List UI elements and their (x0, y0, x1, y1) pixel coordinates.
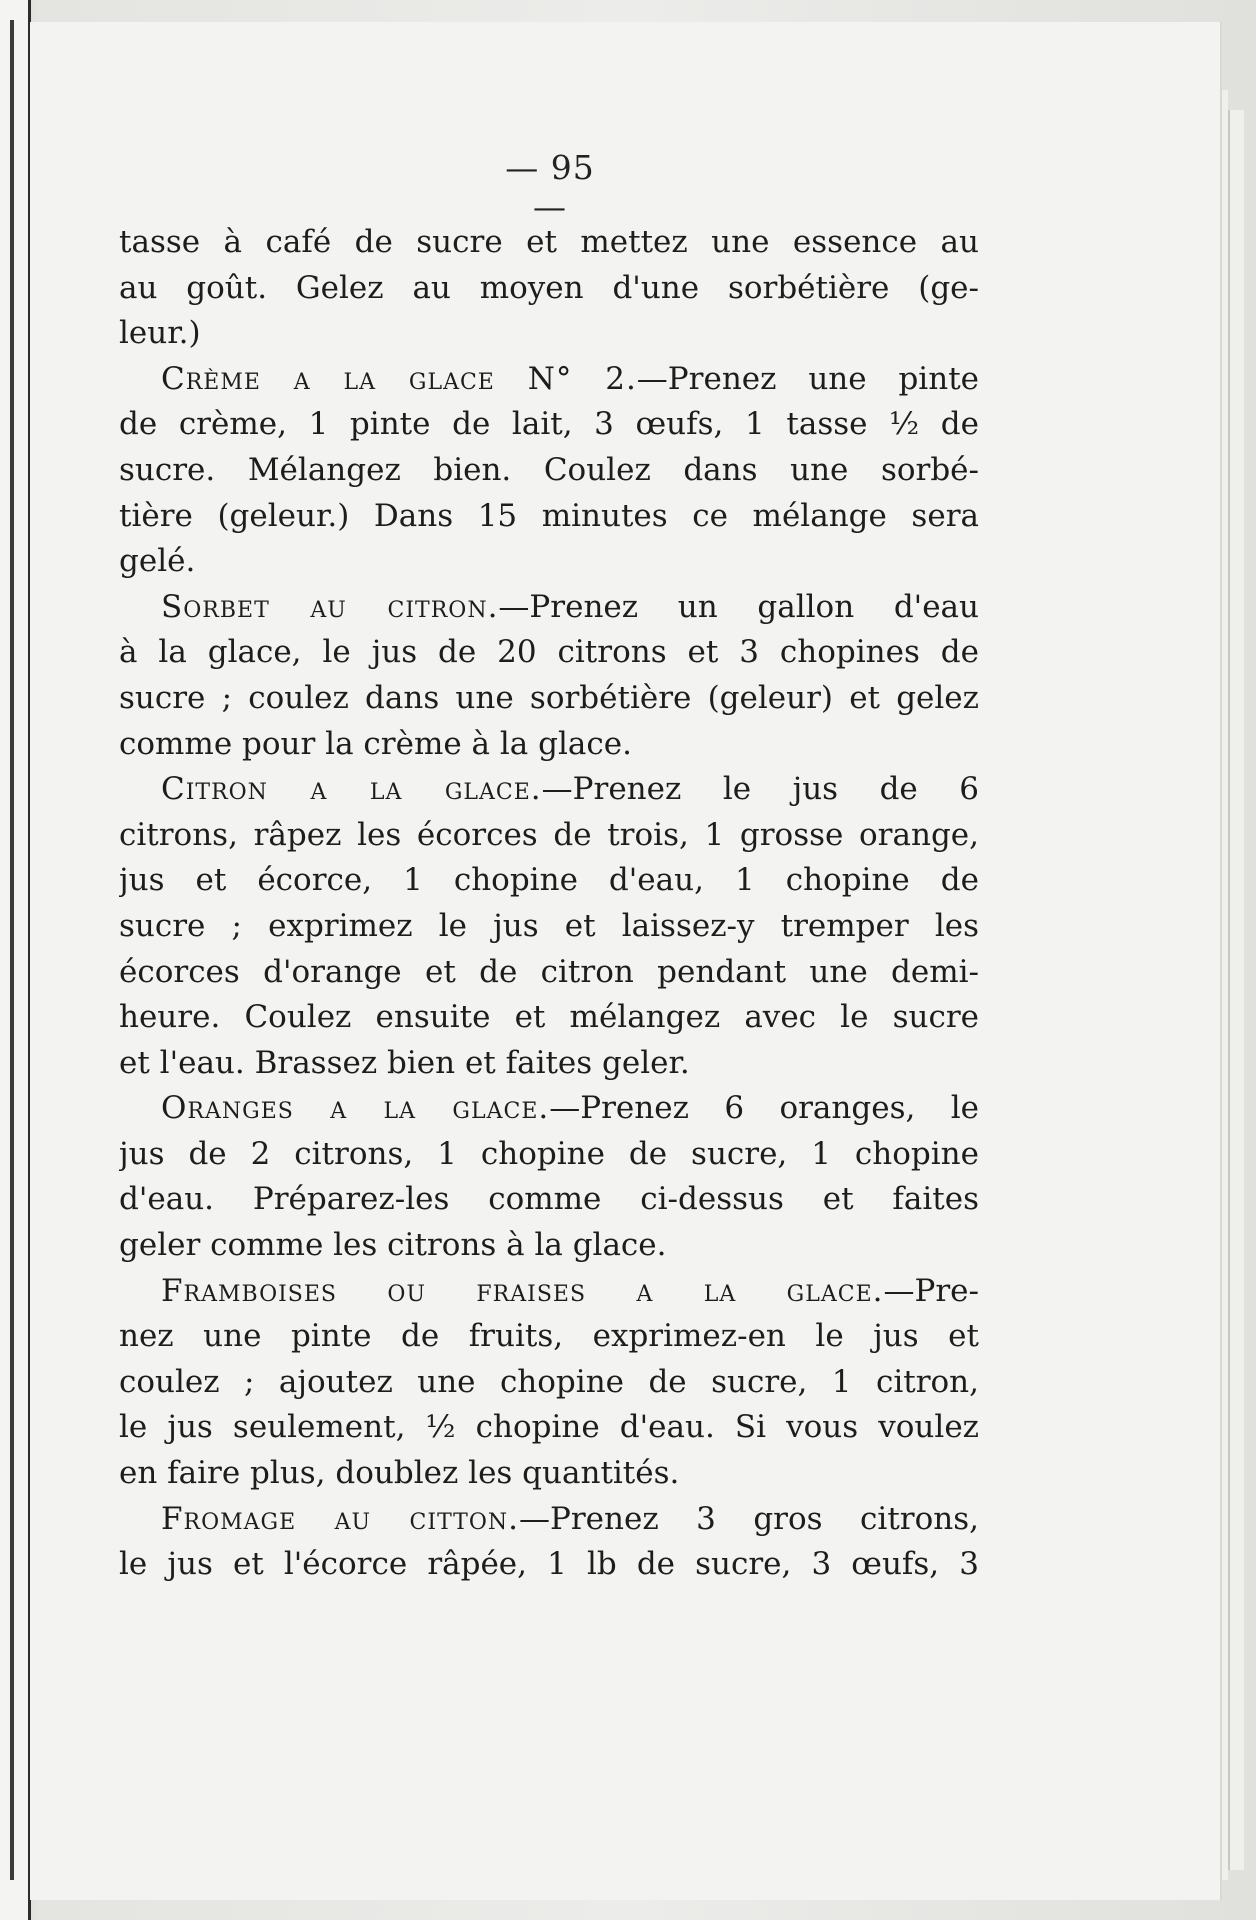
text-line (119, 767, 979, 813)
book-binding-edge (0, 0, 31, 1920)
line-text: jus et écorce, 1 chopine d'eau, 1 chopine de (119, 862, 979, 899)
line-text: en faire plus, doublez les quantités. (119, 1455, 680, 1492)
text-line (119, 1269, 979, 1315)
line-text: sucre ; exprimez le jus et laissez-y tremper les (119, 907, 979, 944)
line-text: —Prenez 6 oranges, le (549, 1090, 979, 1127)
text-line (119, 1360, 979, 1406)
recipe-title: Citron a la glace. (161, 771, 542, 808)
line-text: gelé. (119, 543, 196, 580)
line-text: d'eau. Préparez-les comme ci-dessus et faites (119, 1181, 979, 1218)
text-line (119, 1177, 979, 1223)
text-line (119, 402, 979, 448)
text-line (119, 1497, 979, 1543)
recipe-title: Oranges a la glace. (161, 1090, 550, 1127)
text-line (119, 448, 979, 494)
text-line (119, 858, 979, 904)
text-line (119, 266, 979, 312)
text-line (119, 585, 979, 631)
text-line (119, 1314, 979, 1360)
text-line (119, 1041, 979, 1087)
line-text: et l'eau. Brassez bien et faites geler. (119, 1044, 690, 1081)
page-body-text (119, 220, 979, 1588)
line-text: au goût. Gelez au moyen d'une sorbétière (ge- (119, 269, 979, 306)
line-text: le jus et l'écorce râpée, 1 lb de sucre, 3 œufs, 3 (119, 1546, 979, 1583)
line-text: sucre ; coulez dans une sorbétière (geleur) et gelez (119, 679, 979, 716)
text-line (119, 722, 979, 768)
text-line (119, 1405, 979, 1451)
line-text: —Prenez un gallon d'eau (498, 588, 979, 625)
text-line (119, 630, 979, 676)
text-line (119, 1451, 979, 1497)
line-text: tasse à café de sucre et mettez une essence au (119, 224, 979, 260)
line-text: leur.) (119, 315, 201, 352)
page-edge (1228, 110, 1244, 1870)
recipe-title: Crème a la glace N° 2. (161, 360, 637, 397)
line-text: le jus seulement, ½ chopine d'eau. Si vous voulez (119, 1409, 979, 1446)
text-line (119, 1223, 979, 1269)
line-text: geler comme les citrons à la glace. (119, 1227, 667, 1264)
text-line (119, 311, 979, 357)
text-line (119, 995, 979, 1041)
text-line (119, 904, 979, 950)
text-line (119, 357, 979, 403)
line-text: jus de 2 citrons, 1 chopine de sucre, 1 chopine (119, 1135, 979, 1172)
text-line (119, 494, 979, 540)
line-text: de crème, 1 pinte de lait, 3 œufs, 1 tasse ½ de (119, 406, 979, 443)
text-line (119, 539, 979, 585)
line-text: coulez ; ajoutez une chopine de sucre, 1 citron, (119, 1363, 979, 1400)
text-line (119, 220, 979, 266)
line-text: citrons, râpez les écorces de trois, 1 grosse orange, (119, 816, 979, 853)
line-text: —Pre- (883, 1272, 979, 1309)
text-line (119, 1132, 979, 1178)
recipe-title: Framboises ou fraises a la glace. (161, 1272, 884, 1309)
recipe-title: Sorbet au citron. (161, 588, 499, 625)
recipe-title: Fromage au citton. (161, 1500, 519, 1537)
page-number: — 95 — (505, 148, 595, 226)
binding-shadow (10, 20, 14, 1880)
line-text: sucre. Mélangez bien. Coulez dans une sorbé- (119, 451, 979, 488)
text-line (119, 1542, 979, 1588)
text-line (119, 813, 979, 859)
line-text: nez une pinte de fruits, exprimez-en le jus et (119, 1318, 979, 1355)
text-line (119, 676, 979, 722)
text-line (119, 1086, 979, 1132)
line-text: —Prenez le jus de 6 (541, 771, 979, 808)
line-text: heure. Coulez ensuite et mélangez avec le sucre (119, 999, 979, 1036)
text-line (119, 950, 979, 996)
line-text: écorces d'orange et de citron pendant une demi- (119, 953, 979, 990)
line-text: —Prenez 3 gros citrons, (518, 1500, 979, 1537)
line-text: tière (geleur.) Dans 15 minutes ce mélange sera (119, 497, 979, 534)
line-text: —Prenez une pinte (636, 360, 979, 397)
line-text: comme pour la crème à la glace. (119, 725, 632, 762)
line-text: à la glace, le jus de 20 citrons et 3 chopines de (119, 634, 979, 671)
